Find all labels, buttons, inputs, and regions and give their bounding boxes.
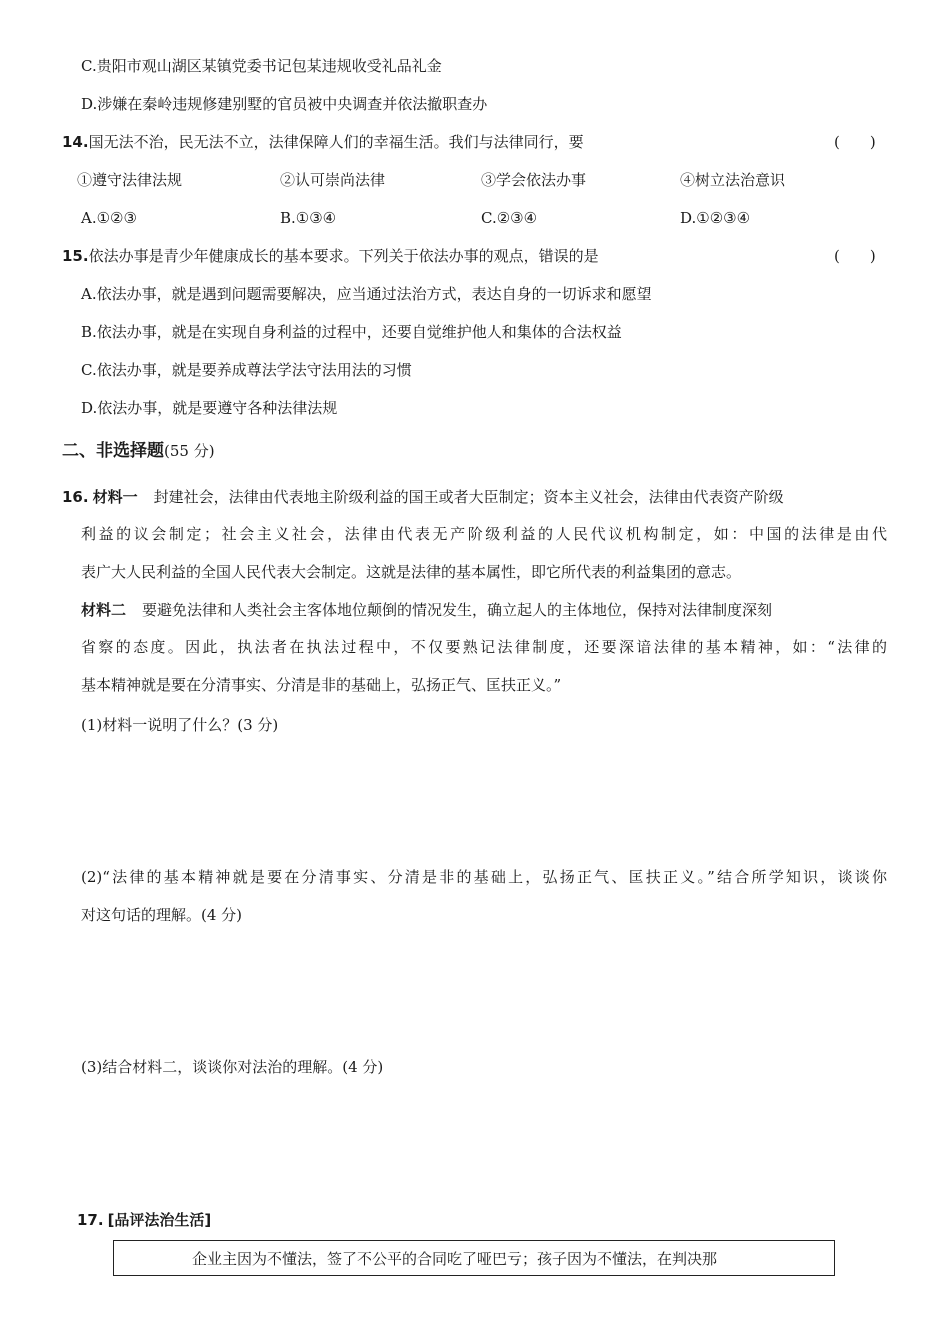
q15-option-c: C.依法办事，就是要养成尊法学法守法用法的习惯 [81,361,412,379]
q15-stem [62,246,599,266]
q17-title: [品评法治生活] [107,1211,212,1229]
q16-subquestion-1: (1)材料一说明了什么？(3 分) [81,716,279,734]
q17-heading [77,1210,211,1230]
q14-item-1: ①遵守法律法规 [77,171,183,189]
q16-material-1-label: 材料一 [92,488,138,506]
q14-option-d: D.①②③④ [680,209,751,227]
section-title: 二、非选择题 [62,441,164,461]
q16-subquestion-2-line-2: 对这句话的理解。(4 分) [81,906,243,924]
q14-answer-paren[interactable]: ( ) [834,133,876,151]
q16-material-2-line-3: 基本精神就是要在分清事实、分清是非的基础上，弘扬正气、匡扶正义。” [81,676,562,694]
q17-material-text: 企业主因为不懂法，签了不公平的合同吃了哑巴亏；孩子因为不懂法，在判决那 [192,1250,718,1268]
q15-stem-text: 依法办事是青少年健康成长的基本要求。下列关于依法办事的观点，错误的是 [88,247,599,265]
q16-subquestion-2-line-1: (2)“法律的基本精神就是要在分清事实、分清是非的基础上，弘扬正气、匡扶正义。”结合所学知识，谈谈你 [81,868,887,886]
q16-material-2-line-2: 省察的态度。因此，执法者在执法过程中，不仅要熟记法律制度，还要深谙法律的基本精神，如：“法律的 [81,638,887,656]
q16-subquestion-3: (3)结合材料二，谈谈你对法治的理解。(4 分) [81,1058,384,1076]
q15-option-d: D.依法办事，就是要遵守各种法律法规 [81,399,338,417]
q14-stem [62,132,584,152]
q16-material-1-line-2: 利益的议会制定；社会主义社会，法律由代表无产阶级利益的人民代议机构制定，如：中国的法律是由代 [81,525,887,543]
q14-option-b: B.①③④ [280,209,337,227]
q14-item-3: ③学会依法办事 [481,171,587,189]
q13-option-d: D.涉嫌在秦岭违规修建别墅的官员被中央调查并依法撤职查办 [81,95,488,113]
q14-option-a: A.①②③ [81,209,137,227]
q14-stem-text: 国无法不治，民无法不立，法律保障人们的幸福生活。我们与法律同行，要 [88,133,584,151]
q14-option-c: C.②③④ [481,209,538,227]
q16-material-2-line-1 [81,600,772,620]
q16-number: 16. [62,488,89,506]
q15-option-a: A.依法办事，就是遇到问题需要解决，应当通过法治方式，表达自身的一切诉求和愿望 [81,285,652,303]
q16-material-1-line-3: 表广大人民利益的全国人民代表大会制定。这就是法律的基本属性，即它所代表的利益集团的意志。 [81,563,742,581]
q17-number: 17. [77,1211,104,1229]
section-points: (55 分) [164,442,215,460]
q15-number: 15. [62,247,89,265]
q16-material-1-line-1 [62,487,784,507]
q16-material-1-text: 封建社会，法律由代表地主阶级利益的国王或者大臣制定；资本主义社会，法律由代表资产阶级 [153,488,784,506]
section-heading [62,441,215,461]
q16-material-2-text: 要避免法律和人类社会主客体地位颠倒的情况发生，确立起人的主体地位，保持对法律制度深刻 [142,601,773,619]
q17-material-box [113,1240,835,1276]
q14-item-4: ④树立法治意识 [680,171,786,189]
q15-answer-paren[interactable]: ( ) [834,247,876,265]
q14-item-2: ②认可崇尚法律 [280,171,386,189]
q15-option-b: B.依法办事，就是在实现自身利益的过程中，还要自觉维护他人和集体的合法权益 [81,323,622,341]
q14-number: 14. [62,133,89,151]
q16-material-2-label: 材料二 [81,601,127,619]
q13-option-c: C.贵阳市观山湖区某镇党委书记包某违规收受礼品礼金 [81,57,442,75]
